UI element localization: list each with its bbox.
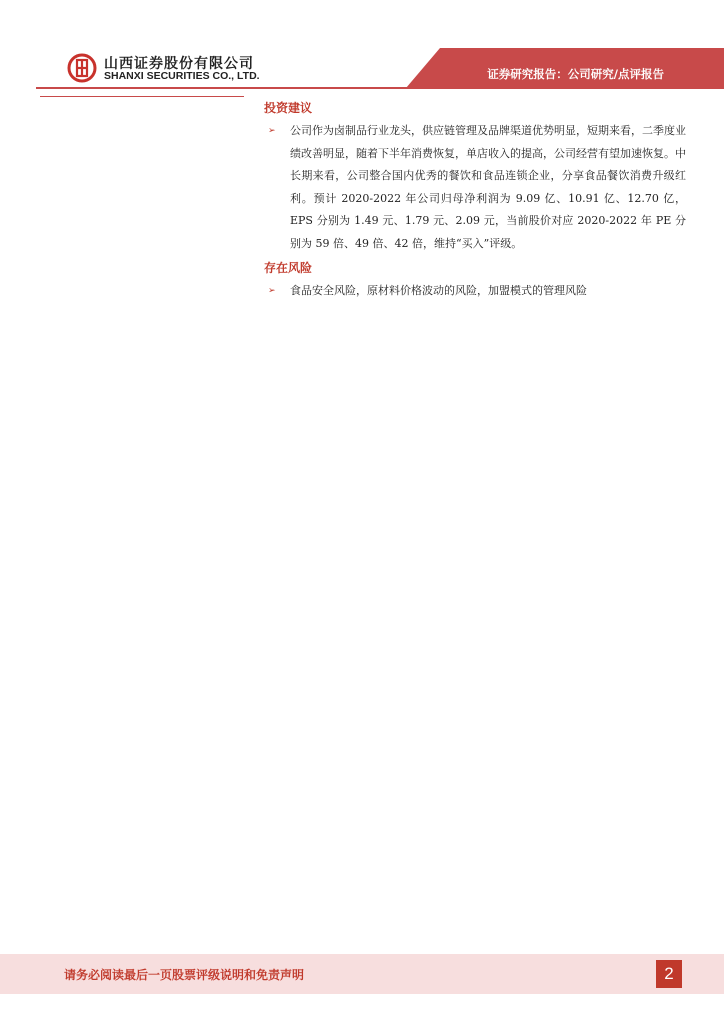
left-column-divider [40,96,244,97]
section-title-risks: 存在风险 [264,261,313,275]
company-logo-icon [67,53,97,83]
arrow-bullet-icon: ➢ [268,126,276,136]
list-item [262,280,686,303]
disclaimer-notice: 请务必阅读最后一页股票评级说明和免责声明 [64,968,305,982]
page-number: 2 [656,960,682,988]
company-name-en: SHANXI SECURITIES CO., LTD. [104,70,260,82]
arrow-bullet-icon: ➢ [268,286,276,296]
bullet-text: 食品安全风险，原材料价格波动的风险，加盟模式的管理风险 [290,284,587,297]
bullet-text: 公司作为卤制品行业龙头，供应链管理及品牌渠道优势明显，短期来看，二季度业绩改善明显，随着下半年消费恢复，单店收入的提高，公司经营有望加速恢复。中长期来看，公司整合国内优秀的餐饮和食品连锁企业，分享食品餐饮消费升级红利。预计 2020-2022 年公司归母净利润为 9.09 亿、10.91 亿、12.70 亿，EPS 分别为 1.49 元、1.79 元、2.09 元，当前股价对应 2020-2022 年 PE 分别为 59 倍、49 倍、42 倍，维持“买入”评级。 [290,124,686,250]
report-type: 证券研究报告：公司研究/点评报告 [487,67,664,81]
list-item [262,120,686,255]
main-content [262,98,686,303]
company-name-cn: 山西证券股份有限公司 [104,56,254,72]
header-divider [36,87,724,89]
section-title-investment-advice: 投资建议 [264,101,313,115]
